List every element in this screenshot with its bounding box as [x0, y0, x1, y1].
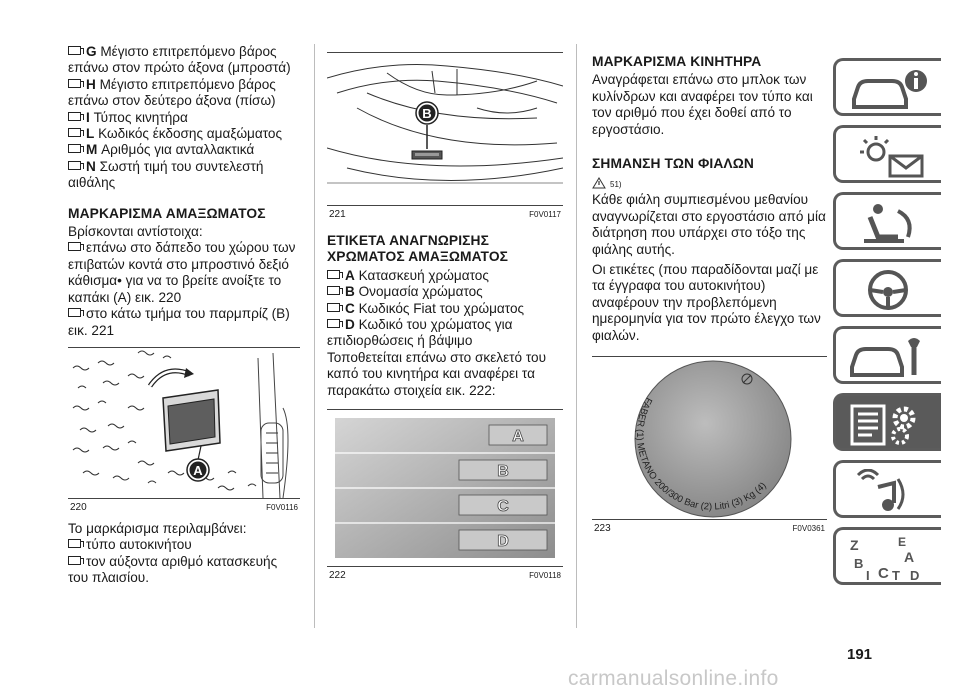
- bullet-checkbox-icon: [68, 539, 81, 548]
- alphabet-index-icon: [848, 536, 932, 582]
- multimedia-icon: [848, 469, 932, 515]
- car-info-icon: [848, 67, 932, 113]
- heading-body-marking: ΜΑΡΚΑΡΙΣΜΑ ΑΜΑΞΩΜΑΤΟΣ: [68, 205, 266, 221]
- bullet-checkbox-icon: [68, 556, 81, 565]
- figure-222: [327, 409, 563, 567]
- bullet-text: Μέγιστο επιτρεπόμενο βάρος επάνω στον πρώτο άξονα (μπροστά): [68, 44, 291, 76]
- car-wrench-icon: [848, 335, 932, 381]
- bullet-text: Τύπος κινητήρα: [93, 109, 188, 125]
- figure-220-code: F0V0116: [266, 502, 298, 512]
- tab-safety[interactable]: [833, 192, 941, 250]
- color-label-location-text: Τοποθετείται επάνω στο σκελετό του καπό του κινητήρα και αναφέρει τα παρακάτω στοιχεία εικ. 222:: [327, 349, 547, 398]
- note-reference: 51): [610, 180, 622, 190]
- tab-driving[interactable]: [833, 259, 941, 317]
- bullet-text: Μέγιστο επιτρεπόμενο βάρος επάνω στον δεύτερο άξονα (πίσω): [68, 76, 276, 109]
- bullet-letter: C: [345, 300, 355, 316]
- bullet-text: τον αύξοντα αριθμό κατασκευής του πλαισίου.: [68, 553, 278, 586]
- figure-223-code: F0V0361: [792, 524, 825, 534]
- figure-223-number: 223: [594, 523, 611, 535]
- tab-car-info[interactable]: [833, 58, 941, 116]
- location-bullets: [68, 240, 300, 338]
- watermark: carmanualsonline.info: [568, 667, 779, 690]
- bullet-checkbox-icon: [68, 242, 81, 251]
- bullet-checkbox-icon: [68, 46, 81, 55]
- marking-includes-text: Το μαρκάρισμα περιλαμβάνει:: [68, 520, 247, 536]
- bullet-item: [327, 268, 563, 284]
- bullet-text: Κωδικός Fiat του χρώματος: [358, 300, 525, 316]
- tab-multimedia[interactable]: [833, 460, 941, 518]
- heading-color-label: ΕΤΙΚΕΤΑ ΑΝΑΓΝΩΡΙΣΗΣ ΧΡΩΜΑΤΟΣ ΑΜΑΞΩΜΑΤΟΣ: [327, 233, 509, 265]
- bullet-checkbox-icon: [68, 308, 81, 317]
- index-letter-i: I: [866, 568, 870, 582]
- bullet-letter: B: [345, 284, 355, 300]
- column-1: [68, 44, 300, 587]
- steering-wheel-icon: [848, 268, 932, 314]
- bullet-item: [68, 77, 300, 110]
- index-letter-d: D: [910, 568, 920, 582]
- cylinder-labels-text: Οι ετικέτες (που παραδίδονται μαζί με τα έγγραφα του αυτοκινήτου) αναφέρουν την προβλεπόμενη ημερομηνία για τον πρώτο έλεγχο των φιαλών.: [592, 262, 821, 343]
- column-divider-2: [576, 44, 577, 628]
- color-label-bullets: [327, 268, 563, 350]
- cylinder-stamp-text: FABER (1) METANO 200/300 Bar (2) Litri (3) Kg (4): [633, 395, 769, 513]
- plate-label-c: C: [497, 498, 509, 516]
- bullet-item: [68, 142, 300, 158]
- figure-221-label: B: [422, 106, 432, 121]
- bullet-letter: A: [345, 267, 355, 283]
- plate-label-d: D: [497, 533, 509, 551]
- windscreen-illustration: [327, 53, 563, 205]
- bullet-letter: G: [86, 44, 97, 59]
- bullet-letter: H: [86, 76, 96, 92]
- plate-label-b: B: [497, 463, 509, 481]
- column-2: [327, 52, 563, 582]
- bullet-item: [327, 317, 563, 350]
- figure-220-label: A: [193, 462, 203, 478]
- dashboard-lights-icon: [848, 134, 932, 180]
- figure-220-caption: [68, 499, 300, 514]
- bullet-letter: M: [86, 142, 98, 158]
- bullet-letter: N: [86, 158, 96, 174]
- bullet-text: Αριθμός για ανταλλακτικά: [101, 142, 255, 158]
- figure-221: [327, 52, 563, 206]
- index-letter-e: E: [898, 536, 907, 549]
- warning-triangle-icon: [592, 177, 606, 189]
- bullet-letter: D: [345, 317, 355, 333]
- index-letter-z: Z: [850, 537, 859, 553]
- bullet-item: [68, 554, 300, 587]
- bullet-text: επάνω στο δάπεδο του χώρου των επιβατών κοντά στο μπροστινό δεξιό κάθισμα• για να το βρείτε ανοίξτε το καπάκι (A) εικ. 220: [68, 240, 296, 305]
- bullet-checkbox-icon: [68, 112, 81, 121]
- bullet-checkbox-icon: [327, 270, 340, 279]
- floor-panel-illustration: [68, 348, 300, 498]
- bullet-checkbox-icon: [68, 79, 81, 88]
- gas-cylinder-illustration: [592, 357, 827, 519]
- warning-note: [592, 174, 827, 192]
- bullet-item: [327, 301, 563, 317]
- figure-223: [592, 356, 827, 520]
- marking-includes-bullets: [68, 537, 300, 586]
- figure-221-caption: [327, 206, 563, 221]
- figure-222-number: 222: [329, 570, 346, 582]
- page-number: 191: [847, 646, 873, 663]
- figure-220: [68, 347, 300, 499]
- tab-dashboard-lights[interactable]: [833, 125, 941, 183]
- figure-222-code: F0V0118: [529, 571, 561, 581]
- bullet-item: [68, 240, 300, 306]
- column-3: [592, 44, 827, 535]
- figure-221-code: F0V0117: [529, 210, 561, 219]
- bullet-text: Κατασκευή χρώματος: [358, 267, 489, 283]
- engine-marking-text: Αναγράφεται επάνω στο μπλοκ των κυλίνδρων και αναφέρει τον τύπο και τον αριθμό που έχει δοθεί από το εργοστάσιο.: [592, 72, 813, 137]
- bullet-checkbox-icon: [327, 319, 340, 328]
- bullet-letter: I: [86, 109, 90, 125]
- airbag-seat-icon: [848, 201, 932, 247]
- cylinder-identification-text: Κάθε φιάλη συμπιεσμένου μεθανίου αναγνωρίζεται στο εργοστάσιο από μία διάτρηση που υπάρχει στο τόξο της φιάλης αυτής.: [592, 192, 826, 257]
- index-letter-b: B: [854, 556, 864, 571]
- index-letter-c: C: [878, 565, 889, 582]
- bullet-text: Σωστή τιμή του συντελεστή αιθάλης: [68, 158, 264, 191]
- body-marking-intro: Βρίσκονται αντίστοιχα:: [68, 224, 203, 240]
- bullet-item: [68, 110, 300, 126]
- tab-maintenance[interactable]: [833, 326, 941, 384]
- bullet-text: Κωδικός έκδοσης αμαξώματος: [98, 126, 283, 142]
- figure-221-number: 221: [329, 209, 346, 220]
- bullet-text: Κωδικό του χρώματος για επιδιορθώσεις ή βάψιμο: [327, 317, 513, 349]
- specs-gear-icon: [848, 402, 932, 448]
- bullet-text: τύπο αυτοκινήτου: [86, 537, 192, 553]
- bullet-checkbox-icon: [68, 161, 81, 170]
- index-letter-t: T: [892, 568, 900, 582]
- tab-alphabetical-index[interactable]: [833, 527, 941, 585]
- bullet-letter: L: [86, 126, 95, 142]
- bullet-text: Ονομασία χρώματος: [358, 284, 483, 300]
- bullet-item: [68, 537, 300, 553]
- tab-technical-specs[interactable]: [833, 393, 941, 451]
- bullet-item: [327, 284, 563, 300]
- bullet-item: [68, 44, 300, 77]
- bullet-item: [68, 126, 300, 142]
- bullet-checkbox-icon: [68, 144, 81, 153]
- bullet-item: [68, 306, 300, 339]
- bullet-checkbox-icon: [327, 303, 340, 312]
- bullet-checkbox-icon: [68, 128, 81, 137]
- heading-cylinder-marking: ΣΗΜΑΝΣΗ ΤΩΝ ΦΙΑΛΩΝ: [592, 156, 754, 172]
- figure-222-caption: [327, 567, 563, 582]
- bullet-item: [68, 159, 300, 192]
- bullet-text: στο κάτω τμήμα του παρμπρίζ (B) εικ. 221: [68, 306, 290, 338]
- index-letter-a: A: [904, 549, 915, 565]
- figure-220-number: 220: [70, 501, 87, 513]
- column-divider-1: [314, 44, 315, 628]
- plate-label-a: A: [512, 428, 524, 446]
- heading-engine-marking: ΜΑΡΚΑΡΙΣΜΑ ΚΙΝΗΤΗΡΑ: [592, 54, 762, 69]
- figure-223-caption: [592, 520, 827, 535]
- bullet-checkbox-icon: [327, 286, 340, 295]
- color-label-plate-illustration: [327, 410, 563, 566]
- spec-bullets-top: [68, 44, 300, 192]
